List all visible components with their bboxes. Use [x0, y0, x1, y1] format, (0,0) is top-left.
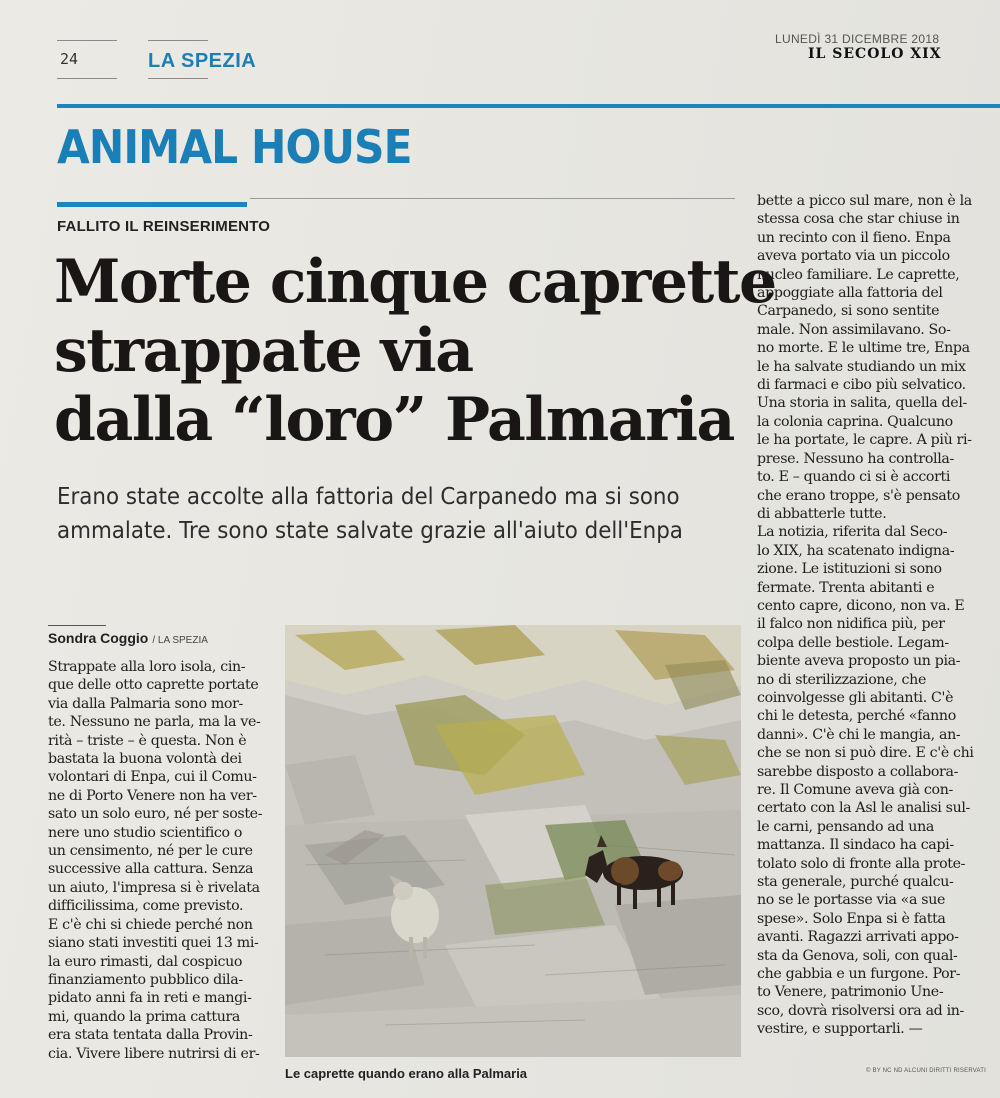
article-line: que delle otto caprette portate — [48, 677, 259, 694]
article-line: chi le detesta, perché «fanno — [757, 708, 956, 725]
article-photo — [285, 625, 741, 1057]
author-name: Sondra Coggio — [48, 630, 149, 646]
article-line: volontari di Enpa, cui il Comu- — [48, 769, 257, 786]
rubric: ANIMAL HOUSE — [57, 120, 412, 174]
article-line: di abbatterle tutte. — [757, 505, 887, 522]
article-line: te. Nessuno ne parla, ma la ve- — [48, 714, 261, 731]
goats-on-rocks-image — [285, 625, 741, 1057]
article-line: siano stati investiti quei 13 mi- — [48, 935, 259, 952]
article-line: appoggiate alla fattoria del — [757, 285, 943, 302]
headline-line: strappate via — [54, 316, 473, 386]
headline-line: dalla “loro” Palmaria — [54, 385, 734, 455]
article-line: spese». Solo Enpa si è fatta — [757, 910, 946, 927]
article-line: Carpanedo, si sono sentite — [757, 303, 940, 320]
article-line: mi, quando la prima cattura — [48, 1008, 241, 1025]
photo-caption: Le caprette quando erano alla Palmaria — [285, 1066, 528, 1081]
article-line: ne di Porto Venere non ha ver- — [48, 787, 257, 804]
article-line: sta da Genova, soli, con qual- — [757, 947, 958, 964]
article-line: sarebbe disposto a collabora- — [757, 763, 959, 780]
article-line: che gabbia e un furgone. Por- — [757, 966, 961, 983]
kicker: FALLITO IL REINSERIMENTO — [57, 218, 271, 235]
masthead: IL SECOLO XIX — [808, 46, 942, 62]
article-line: no di sterilizzazione, che — [757, 671, 926, 688]
divider — [250, 198, 735, 199]
article-line: la euro rimasti, dal cospicuo — [48, 953, 243, 970]
header-rule — [148, 78, 208, 79]
article-line: Una storia in salita, quella del- — [757, 395, 967, 412]
article-line: che se non si può dire. E c'è chi — [757, 745, 974, 762]
article-line: nere uno studio scientifico o — [48, 824, 243, 841]
article-line: sta generale, purché qualcu- — [757, 874, 954, 891]
article-line: zione. Le istituzioni si sono — [757, 561, 942, 578]
article-line: un aiuto, l'impresa si è rivelata — [48, 879, 260, 896]
license-credit: © BY NC ND ALCUNI DIRITTI RISERVATI — [866, 1068, 986, 1074]
article-column-1 — [48, 658, 274, 1063]
header-rule — [57, 40, 117, 41]
article-line: danni». C'è chi le mangia, an- — [757, 726, 961, 743]
article-line: tolato solo di fronte alla prote- — [757, 855, 966, 872]
article-line: la colonia caprina. Qualcuno — [757, 413, 953, 430]
article-line: difficilissima, come previsto. — [48, 898, 244, 915]
article-line: di farmaci e cibo più selvatico. — [757, 377, 966, 394]
top-blue-rule — [57, 104, 1000, 108]
article-line: biente aveva proposto un pia- — [757, 653, 961, 670]
article-line: male. Non assimilavano. So- — [757, 321, 951, 338]
article-line: to Venere, patrimonio Une- — [757, 984, 944, 1001]
article-line: La notizia, riferita dal Seco- — [757, 524, 948, 541]
article-line: le ha salvate studiando un mix — [757, 358, 966, 375]
article-line: era stata tentata dalla Provin- — [48, 1027, 253, 1044]
headline-line: Morte cinque caprette — [54, 247, 776, 317]
article-line: re. Il Comune aveva già con- — [757, 782, 953, 798]
article-line: nucleo familiare. Le caprette, — [757, 266, 960, 283]
header-rule — [57, 78, 117, 79]
article-line: bette a picco sul mare, non è la — [757, 193, 972, 209]
article-line: no morte. E le ultime tre, Enpa — [757, 340, 970, 357]
headline — [54, 247, 776, 455]
article-line: avanti. Ragazzi arrivati appo- — [757, 929, 959, 946]
page-number: 24 — [60, 50, 79, 68]
article-line: il falco non nidifica più, per — [757, 616, 945, 633]
article-column-2 — [757, 192, 979, 1039]
article-line: colpa delle bestiole. Legam- — [757, 634, 949, 651]
article-line: lo XIX, ha scatenato indigna- — [757, 542, 955, 559]
article-line: sato un solo euro, né per soste- — [48, 806, 263, 823]
article-line: certato con la Asl le analisi sul- — [757, 800, 971, 817]
article-line: fermate. Trenta abitanti e — [757, 579, 935, 596]
article-line: Strappate alla loro isola, cin- — [48, 659, 246, 675]
article-line: prese. Nessuno ha controlla- — [757, 450, 954, 467]
deck — [57, 480, 699, 548]
deck-line: ammalate. Tre sono state salvate grazie all'aiuto dell'Enpa — [57, 518, 683, 544]
article-line: E c'è chi si chiede perché non — [48, 916, 253, 933]
article-line: mattanza. Il sindaco ha capi- — [757, 837, 954, 854]
article-line: un recinto con il fieno. Enpa — [757, 229, 951, 246]
byline — [48, 630, 208, 646]
article-line: sco, dovrà risolversi ora ad in- — [757, 1002, 964, 1019]
byline-rule — [48, 625, 106, 626]
section-label: LA SPEZIA — [148, 50, 257, 72]
article-line: vestire, e supportarli. — — [757, 1021, 923, 1038]
article-line: le ha portate, le capre. A più ri- — [757, 432, 972, 449]
article-line: stessa cosa che star chiuse in — [757, 211, 960, 228]
article-line: via dalla Palmaria sono mor- — [48, 695, 243, 712]
byline-location: / LA SPEZIA — [152, 635, 208, 646]
article-line: coinvolgesse gli abitanti. C'è — [757, 689, 954, 706]
rubric-underline — [57, 202, 247, 207]
header-rule — [148, 40, 208, 41]
article-line: aveva portato via un piccolo — [757, 248, 950, 265]
article-line: le carni, pensando ad una — [757, 818, 934, 835]
article-line: finanziamento pubblico dila- — [48, 971, 243, 988]
article-line: rità – triste – è questa. Non è — [48, 732, 247, 749]
article-line: bastata la buona volontà dei — [48, 751, 242, 768]
deck-line: Erano state accolte alla fattoria del Carpanedo ma si sono — [57, 484, 680, 510]
article-line: to. E – quando ci si è accorti — [757, 469, 951, 486]
article-line: cia. Vivere libere nutrirsi di er- — [48, 1045, 260, 1062]
article-line: cento capre, dicono, non va. E — [757, 597, 965, 614]
article-line: che erano troppe, s'è pensato — [757, 487, 960, 504]
article-line: pidato anni fa in reti e mangi- — [48, 990, 252, 1007]
article-line: successive alla cattura. Senza — [48, 861, 254, 878]
article-line: un censimento, né per le cure — [48, 843, 253, 860]
dateline: LUNEDÌ 31 DICEMBRE 2018 — [775, 32, 940, 46]
article-line: no se le portasse via «a sue — [757, 892, 946, 909]
